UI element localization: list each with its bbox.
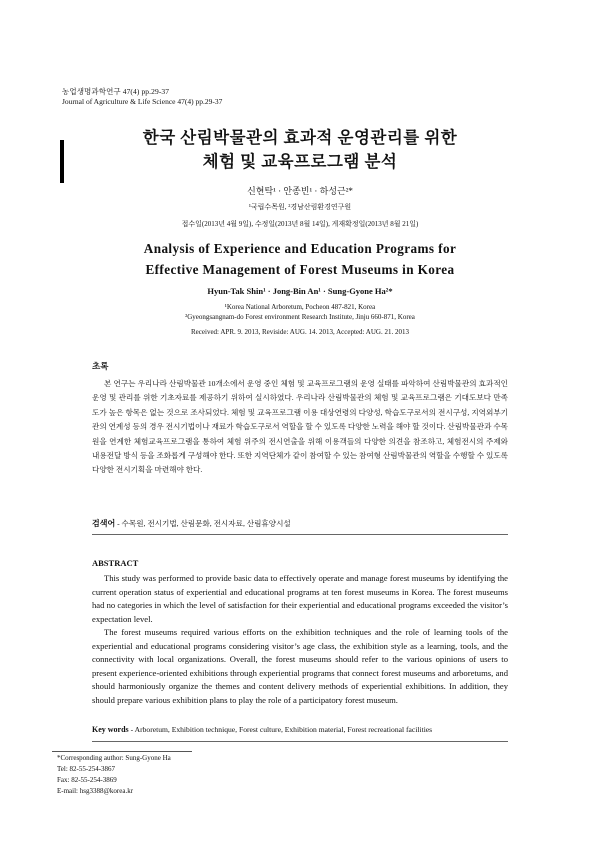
section-divider [92, 741, 508, 742]
authors-korean: 신현탁¹ · 안종빈¹ · 하성근²* [247, 186, 353, 196]
footnote-tel: Tel: 82-55-254-3867 [57, 765, 116, 773]
received-dates-korean: 접수일(2013년 4월 9일), 수정일(2013년 8월 14일), 게재확정일(2013년 8월 21일) [181, 220, 419, 228]
abstract-korean-heading: 초록 [92, 361, 109, 371]
keywords-english-label: Key words [92, 725, 129, 734]
affiliations-korean: ¹국립수목원, ²경남산림환경연구원 [248, 203, 352, 211]
abstract-korean-body: 본 연구는 우리나라 산림박물관 10개소에서 운영 중인 체험 및 교육프로그램의 운영 실태를 파악하여 산림박물관의 효과적인 운영 및 관리를 위한 기초자료를 제공하기 위하여 실시하였다. 우리나라 산림박물관의 체험 및 교육프로그램은 기대도보다 만족도가 높은 항목은 없는 것으로 조사되었다. 체험 및 교육프로그램 이용 대상연령의 다양성, 학습도구로서의 전시구성, 지역외부기관의 연계성 등의 경우 전시기법이나 재료가 학습도구로서 역할을 할 수 있도록 다양한 노력을 해야 할 것이다. 산림박물관과 수목원을 연계한 체험교육프로그램을 통하여 체험 위주의 전시연출을 위해 이용객들의 다양한 의견을 참조하고, 체험전시의 주제와 내용전달 방식 등을 조화롭게 구성해야 한다. 또한 지역단체가 같이 참여할 수 있는 참여형 산림박물관의 역할을 수행할 수 있도록 다양한 전시기획을 마련해야 한다. [92, 379, 508, 475]
authors-english: Hyun-Tak Shin¹ · Jong-Bin An¹ · Sung-Gyone Ha²* [207, 286, 393, 296]
footnote-email: E-mail: hsg3388@korea.kr [57, 787, 134, 795]
footnote-fax: Fax: 82-55-254-3869 [57, 776, 117, 784]
keywords-korean-label: 검색어 [92, 519, 116, 528]
title-english-line1: Analysis of Experience and Education Programs for [143, 241, 457, 256]
journal-header-english: Journal of Agriculture & Life Science 47(4) pp.29-37 [62, 97, 223, 106]
abstract-english-paragraph-1: This study was performed to provide basic data to effectively operate and manage forest museums by identifying the current operation status of experiential and educational programs at ten forest museums in Korea. The forest museums had no categories in which the level of satisfaction for their experiential and educational programs exceeded the visitor’s expectation level. [92, 573, 508, 624]
affiliation-english-1: ¹Korea National Arboretum, Pocheon 487-821, Korea [224, 303, 376, 311]
keywords-korean [92, 518, 291, 529]
keywords-korean-list: - 수목원, 전시기법, 산림문화, 전시자료, 산림휴양시설 [117, 519, 291, 528]
keywords-english-list: - Arboretum, Exhibition technique, Forest culture, Exhibition material, Forest recreational facilities [130, 725, 433, 734]
keywords-english [92, 725, 432, 734]
affiliation-english-2: ²Gyeongsangnam-do Forest environment Research Institute, Jinju 660-871, Korea [185, 313, 415, 321]
abstract-english-paragraph-2: The forest museums required various efforts on the exhibition techniques and the role of learning tools of the experiential and educational programs considering visitor’s age class, the exhibition style as a learning, tools, and the connectivity with local organizations. Overall, the forest museums should refer to the various opinions of users to present experience-oriented exhibitions through experiential programs that connect forest museums and arboretums, and should harmoniously organize the themes and content delivery methods of experiential exhibitions. In addition, they should prepare various exhibition plans to play the role of a participatory forest museum. [92, 627, 508, 705]
section-divider [92, 534, 508, 535]
footnote-rule [52, 751, 192, 752]
abstract-english-heading: ABSTRACT [92, 558, 139, 568]
footnote-corresponding-author: *Corresponding author: Sung-Gyone Ha [57, 754, 171, 762]
title-korean-line1: 한국 산림박물관의 효과적 운영관리를 위한 [142, 128, 458, 147]
title-english-line2: Effective Management of Forest Museums in Korea [145, 262, 455, 277]
title-korean-line2: 체험 및 교육프로그램 분석 [202, 152, 398, 171]
journal-header-korean: 농업생명과학연구 47(4) pp.29-37 [62, 87, 170, 96]
abstract-english-body [92, 572, 508, 707]
received-dates-english: Received: APR. 9. 2013, Reviside: AUG. 14. 2013, Accepted: AUG. 21. 2013 [191, 328, 409, 336]
